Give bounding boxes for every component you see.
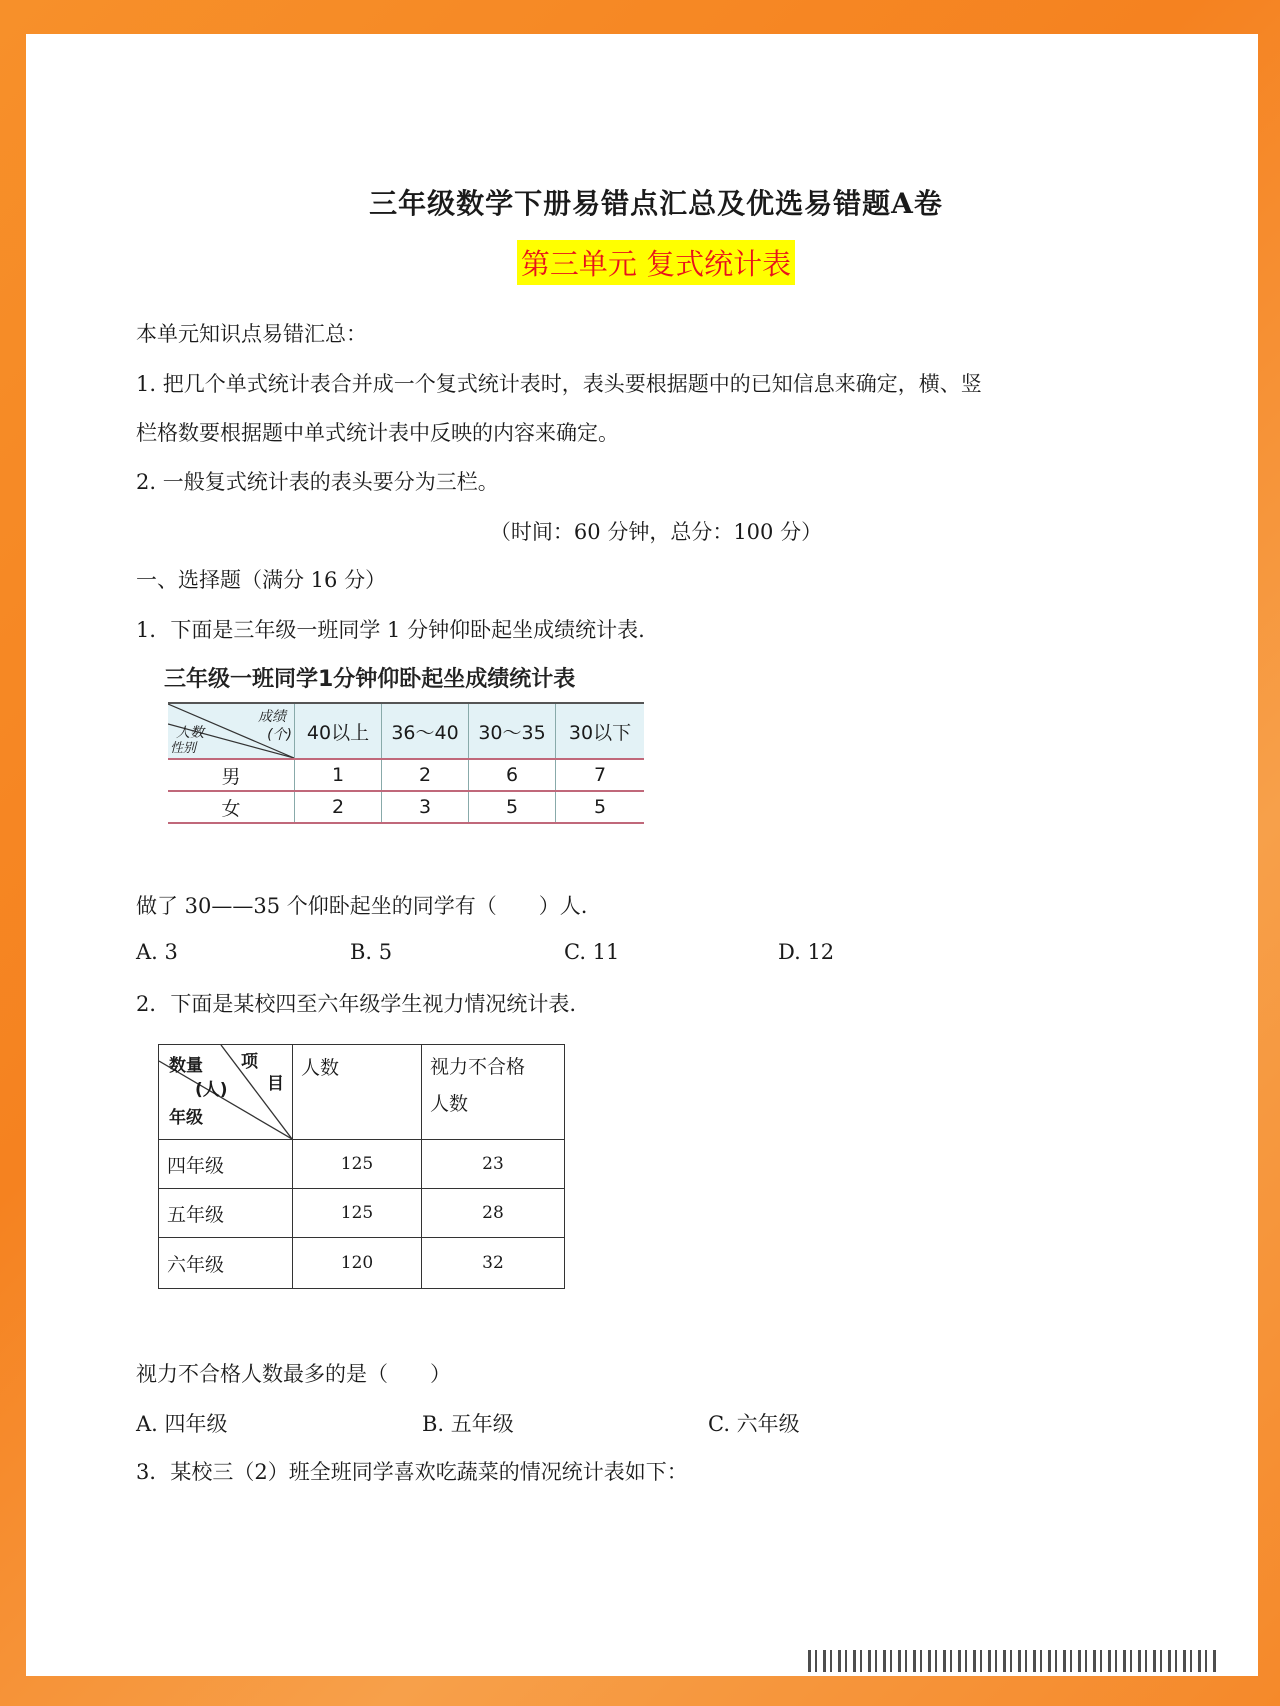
- row-label: 六年级: [159, 1238, 293, 1289]
- corner-unit-label: (个): [267, 727, 292, 743]
- time-info: （时间：60 分钟，总分：100 分）: [489, 520, 823, 544]
- table-row: [168, 791, 644, 823]
- cell: 2: [382, 759, 469, 791]
- q1-option-a: A. 3: [136, 940, 178, 964]
- section-1-heading: 一、选择题（满分 16 分）: [136, 568, 387, 592]
- table-1-title: 三年级一班同学1分钟仰卧起坐成绩统计表: [164, 667, 576, 692]
- point-1-line-1: 1. 把几个单式统计表合并成一个复式统计表时，表头要根据题中的已知信息来确定，横、竖: [136, 372, 982, 396]
- col-header: 36～40: [382, 703, 469, 759]
- unit-heading: 第三单元 复式统计表: [517, 240, 795, 285]
- cell: 28: [422, 1189, 565, 1238]
- page-title: 三年级数学下册易错点汇总及优选易错题A卷: [369, 187, 943, 220]
- corner-count-label: 人数: [176, 725, 204, 741]
- cell: 125: [293, 1189, 422, 1238]
- table-1-corner: [168, 703, 295, 759]
- table-row: [159, 1189, 565, 1238]
- vision-table: [158, 1044, 565, 1289]
- cell: 23: [422, 1140, 565, 1189]
- col-header: 30以下: [556, 703, 645, 759]
- cell: 5: [556, 791, 645, 823]
- point-1-line-2: 栏格数要根据题中单式统计表中反映的内容来确定。: [136, 421, 619, 445]
- q2-option-b: B. 五年级: [422, 1412, 514, 1436]
- corner-score-label: 成绩: [258, 709, 286, 725]
- col-header-failed: [422, 1045, 565, 1140]
- q2-option-c: C. 六年级: [708, 1412, 800, 1436]
- q1-option-d: D. 12: [778, 940, 835, 964]
- worksheet-page: [26, 34, 1258, 1676]
- table-row: [159, 1140, 565, 1189]
- point-2: 2. 一般复式统计表的表头要分为三栏。: [136, 470, 499, 494]
- corner-grade-label: 年级: [169, 1108, 203, 1128]
- row-label: 男: [168, 759, 295, 791]
- footer-watermark-mark: [808, 1650, 1218, 1672]
- table-row: [168, 759, 644, 791]
- row-label: 四年级: [159, 1140, 293, 1189]
- col-header: 30～35: [469, 703, 556, 759]
- corner-unit-label: (人): [195, 1080, 228, 1100]
- q1-option-c: C. 11: [564, 940, 620, 964]
- col-header-failed-line-2: 人数: [430, 1093, 469, 1115]
- cell: 32: [422, 1238, 565, 1289]
- col-header-failed-line-1: 视力不合格: [430, 1056, 526, 1078]
- corner-quantity-label: 数量: [169, 1056, 203, 1076]
- table-2-corner: [159, 1045, 293, 1140]
- col-header: 40以上: [295, 703, 382, 759]
- question-1-text: 做了 30——35 个仰卧起坐的同学有（ ）人.: [136, 894, 588, 918]
- summary-heading: 本单元知识点易错汇总：: [136, 322, 367, 346]
- corner-gender-label: 性别: [170, 741, 197, 756]
- question-2-text: 视力不合格人数最多的是（ ）: [136, 1362, 451, 1386]
- cell: 6: [469, 759, 556, 791]
- table-row: [159, 1238, 565, 1289]
- row-label: 女: [168, 791, 295, 823]
- cell: 120: [293, 1238, 422, 1289]
- cell: 125: [293, 1140, 422, 1189]
- cell: 5: [469, 791, 556, 823]
- cell: 1: [295, 759, 382, 791]
- corner-item-label-2: 目: [267, 1074, 284, 1094]
- col-header-count: 人数: [293, 1045, 422, 1140]
- cell: 2: [295, 791, 382, 823]
- q1-option-b: B. 5: [350, 940, 393, 964]
- unit-heading-wrap: [136, 240, 1176, 285]
- cell: 7: [556, 759, 645, 791]
- q2-option-a: A. 四年级: [136, 1412, 228, 1436]
- question-1-stem: 1．下面是三年级一班同学 1 分钟仰卧起坐成绩统计表.: [136, 618, 645, 642]
- corner-item-label: 项: [241, 1052, 258, 1072]
- cell: 3: [382, 791, 469, 823]
- row-label: 五年级: [159, 1189, 293, 1238]
- question-3-stem: 3．某校三（2）班全班同学喜欢吃蔬菜的情况统计表如下：: [136, 1460, 688, 1484]
- situp-score-table: [168, 702, 644, 824]
- question-2-stem: 2．下面是某校四至六年级学生视力情况统计表.: [136, 992, 577, 1016]
